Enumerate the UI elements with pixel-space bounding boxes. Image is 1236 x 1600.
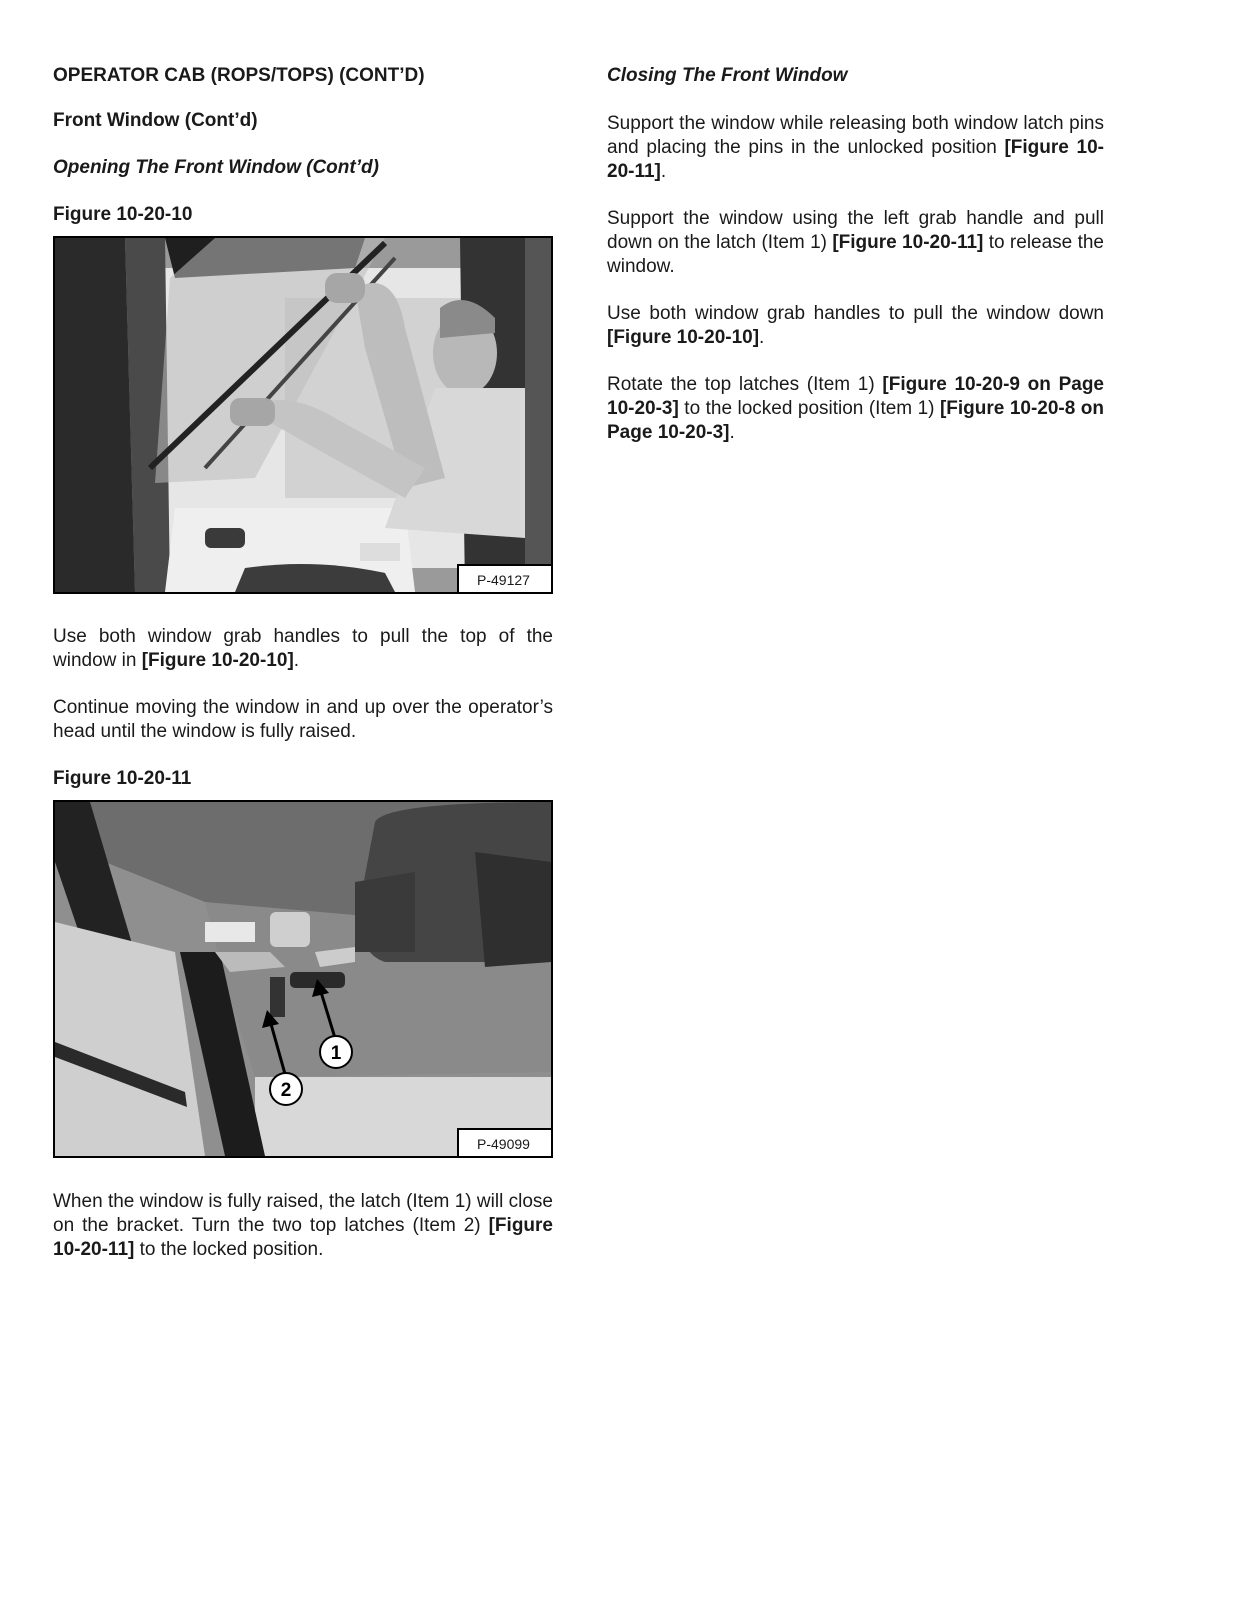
- para-tail: .: [759, 327, 765, 348]
- right-column: [607, 64, 1104, 445]
- para-pull-top-in: [53, 625, 553, 673]
- subsection-title: Front Window (Cont’d): [53, 110, 258, 131]
- photo-number-label: P-49099: [457, 1128, 551, 1156]
- procedure-title-opening: Opening The Front Window (Cont’d): [53, 157, 379, 178]
- figure-caption-10-20-11: Figure 10-20-11: [53, 768, 192, 789]
- figure-ref: [Figure 10-20-8 on Page 10-20-3]: [607, 398, 1104, 443]
- para-rotate-latches: [607, 373, 1104, 445]
- para-text: Support the window using the left grab handle and pull down on the latch (Item 1): [607, 208, 1104, 253]
- callout-1-label: 1: [330, 1043, 342, 1064]
- para-text: Rotate the top latches (Item 1): [607, 374, 883, 395]
- para-tail: to release the window.: [607, 232, 1104, 277]
- para-text: Support the window while releasing both window latch pins and placing the pins in the unlocked position: [607, 113, 1104, 158]
- para-text: Use both window grab handles to pull the top of the window in: [53, 626, 553, 671]
- para-latch-close: [53, 1190, 553, 1262]
- figure-ref: [Figure 10-20-10]: [607, 327, 760, 348]
- operator-window-photo: [55, 238, 551, 592]
- para-tail: .: [660, 161, 667, 182]
- para-pull-window-down: [607, 302, 1104, 350]
- figure-ref: [Figure 10-20-11]: [607, 137, 1105, 182]
- section-title: OPERATOR CAB (ROPS/TOPS) (CONT’D): [53, 65, 425, 86]
- left-column: [53, 64, 553, 1262]
- para-support-window: [607, 112, 1104, 184]
- para-continue-moving: Continue moving the window in and up over the operator’s head until the window is fully raised.: [53, 697, 553, 742]
- figure-ref: [Figure 10-20-11]: [53, 1215, 553, 1260]
- figure-photo-latch-closeup: [53, 800, 553, 1158]
- para-tail: .: [293, 650, 300, 671]
- callout-2-label: 2: [280, 1080, 292, 1101]
- para-text: When the window is fully raised, the latch (Item 1) will close on the bracket. Turn the two top latches (Item 2): [53, 1191, 553, 1236]
- para-tail: .: [729, 422, 735, 443]
- figure-caption-10-20-10: Figure 10-20-10: [53, 204, 193, 225]
- figure-ref: [Figure 10-20-11]: [832, 232, 984, 253]
- photo-number-label: P-49127: [457, 564, 551, 592]
- para-tail: to the locked position.: [134, 1239, 324, 1260]
- figure-ref: [Figure 10-20-9 on Page 10-20-3]: [607, 374, 1104, 419]
- procedure-title-closing: Closing The Front Window: [607, 65, 848, 86]
- figure-ref: [Figure 10-20-10]: [141, 650, 294, 671]
- para-text: Use both window grab handles to pull the window down: [607, 303, 1104, 324]
- figure-photo-operator-window: [53, 236, 553, 594]
- callout-overlay: [55, 802, 551, 1156]
- para-release-latch: [607, 207, 1104, 279]
- para-text-mid: to the locked position (Item 1): [678, 398, 940, 419]
